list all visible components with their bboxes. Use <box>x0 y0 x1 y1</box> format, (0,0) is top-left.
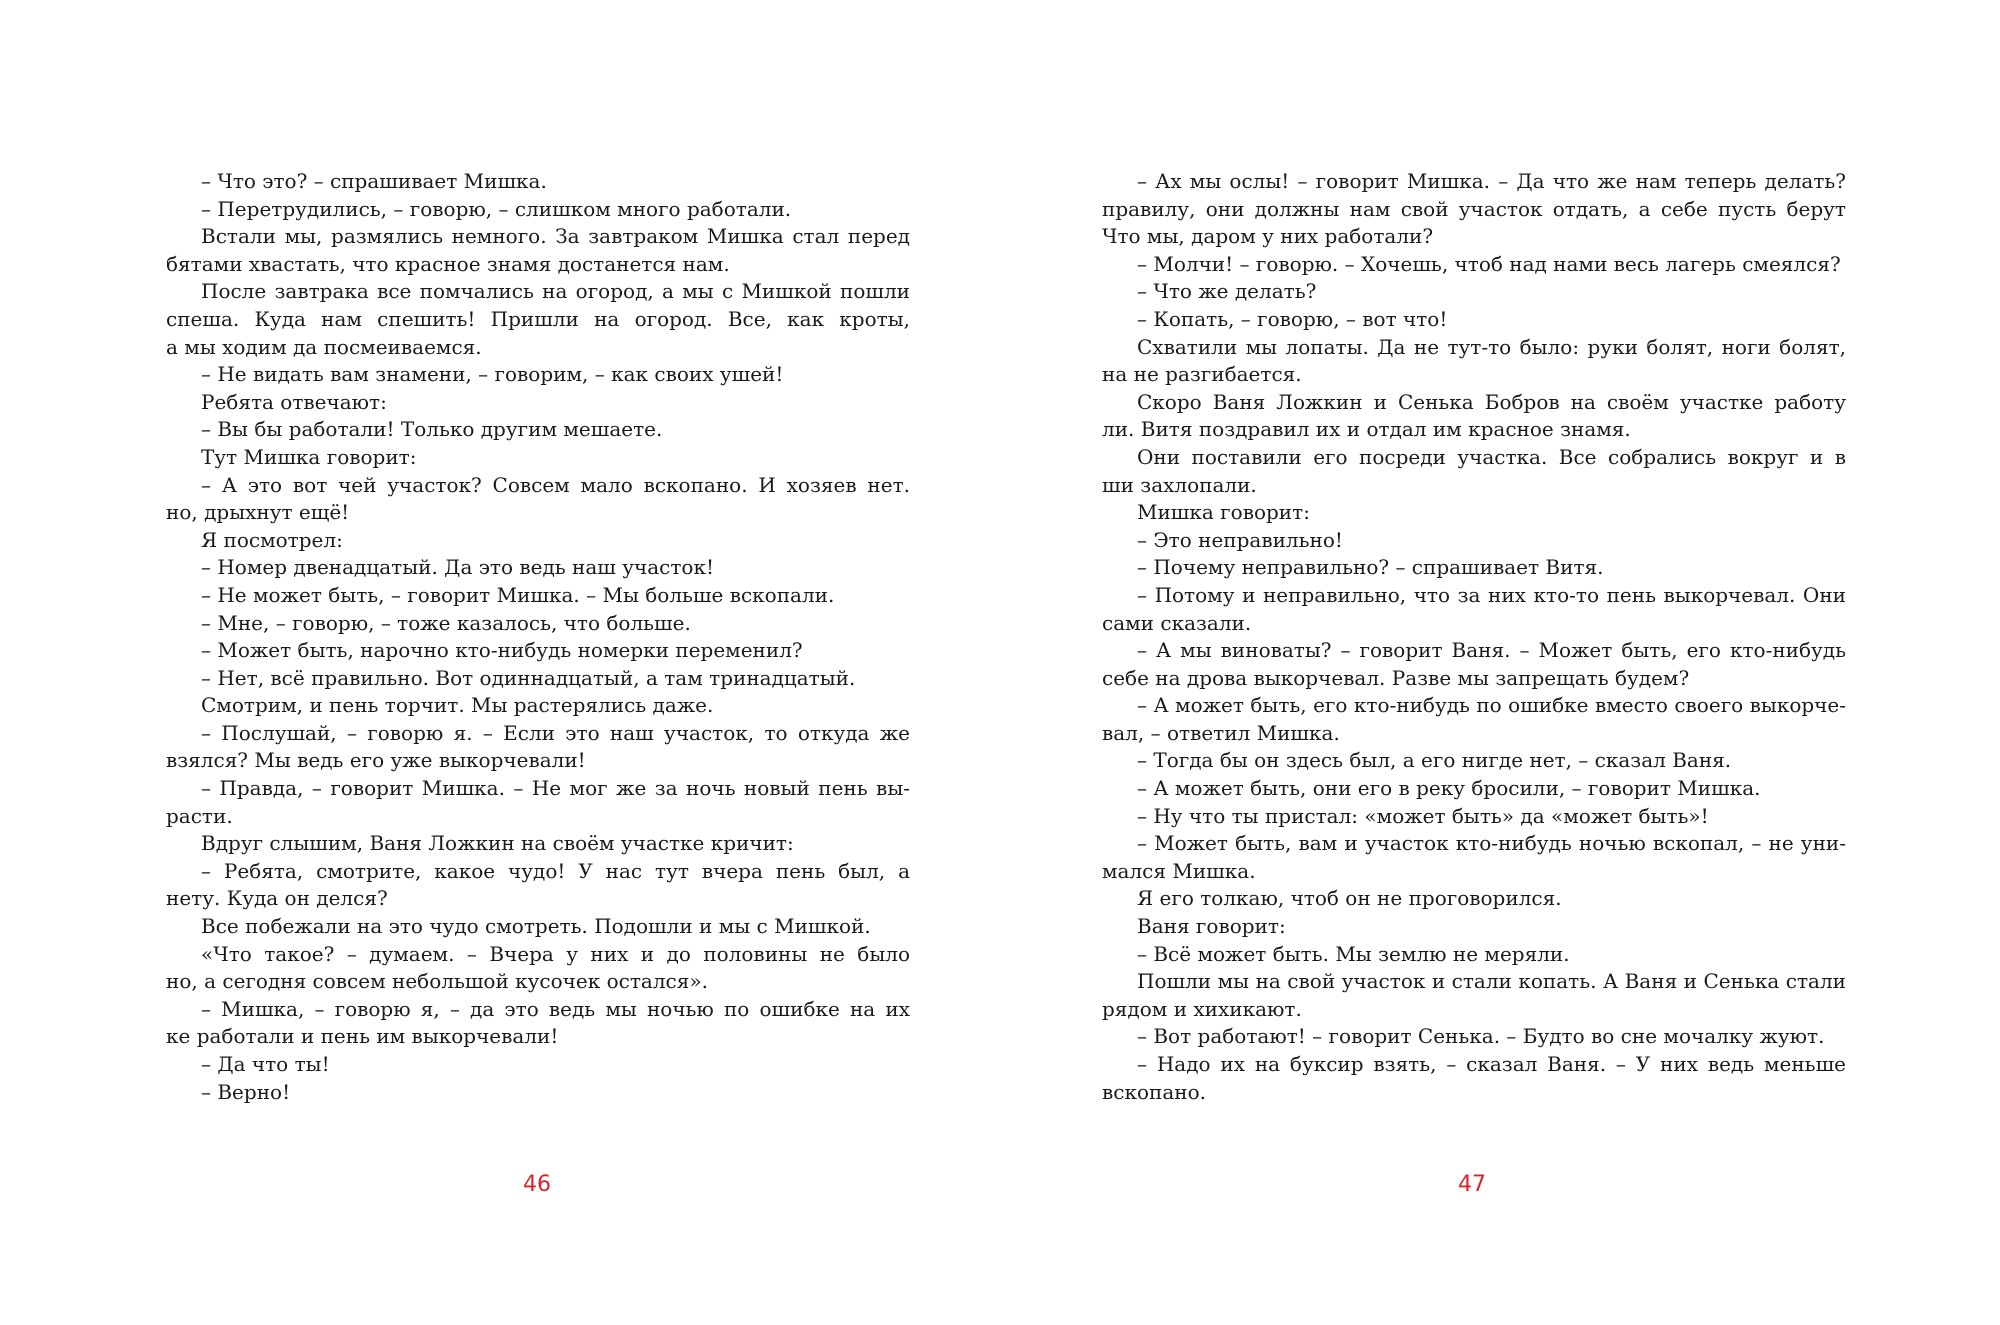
right-page-text <box>1102 168 1846 1106</box>
text-line: Мишка говорит: <box>1137 500 1310 525</box>
text-line: но, дрыхнут ещё! <box>166 500 350 525</box>
text-line: – Может быть, нарочно кто-нибудь номерки переменил? <box>201 638 803 663</box>
text-line: взялся? Мы ведь его уже выкорчевали! <box>166 748 586 773</box>
text-line: – Да что ты! <box>201 1052 330 1076</box>
text-line: – Потому и неправильно, что за них кто-то пень выкорчевал. Они <box>1137 582 1846 607</box>
left-page-text <box>166 168 910 1106</box>
right-page <box>1000 0 2000 1325</box>
text-line: – А может быть, его кто-нибудь по ошибке вместо своего выкорче- <box>1137 693 1846 718</box>
text-line: – А это вот чей участок? Совсем мало вскопано. И хозяев нет. <box>201 472 910 497</box>
text-line: – Перетрудились, – говорю, – слишком много работали. <box>201 196 792 221</box>
text-line: – Вы бы работали! Только другим мешаете. <box>201 417 663 442</box>
text-line: Что мы, даром у них работали? <box>1102 224 1434 249</box>
text-line: – Копать, – говорю, – вот что! <box>1137 306 1448 331</box>
text-line: После завтрака все помчались на огород, а мы с Мишкой пошли <box>201 279 910 304</box>
text-line: сами сказали. <box>1102 610 1252 635</box>
left-page-number: 46 <box>523 1172 551 1197</box>
text-line: – Номер двенадцатый. Да это ведь наш участок! <box>201 555 715 580</box>
text-line: – Что это? – спрашивает Мишка. <box>201 169 547 193</box>
text-line: – Ах мы ослы! – говорит Мишка. – Да что же нам теперь делать? <box>1137 169 1846 193</box>
right-page-number: 47 <box>1458 1172 1486 1197</box>
text-line: Встали мы, размялись немного. За завтраком Мишка стал перед <box>201 224 910 249</box>
text-line: – Послушай, – говорю я. – Если это наш участок, то откуда же <box>201 720 910 745</box>
text-line: – Мне, – говорю, – тоже казалось, что больше. <box>201 610 691 635</box>
text-line: расти. <box>166 803 233 828</box>
text-line: – Надо их на буксир взять, – сказал Ваня. – У них ведь меньше <box>1137 1052 1846 1076</box>
text-line: – Тогда бы он здесь был, а его нигде нет, – сказал Ваня. <box>1137 748 1732 773</box>
text-line: – Молчи! – говорю. – Хочешь, чтоб над нами весь лагерь смеялся? <box>1137 251 1841 276</box>
text-line: – А может быть, они его в реку бросили, – говорит Мишка. <box>1137 776 1761 801</box>
text-line: – Не может быть, – говорит Мишка. – Мы больше вскопали. <box>201 582 835 607</box>
text-line: Ваня говорит: <box>1137 914 1286 939</box>
text-line: Пошли мы на свой участок и стали копать. А Ваня и Сенька стали <box>1137 969 1846 994</box>
text-line: – Всё может быть. Мы землю не меряли. <box>1137 941 1570 966</box>
text-line: мался Мишка. <box>1102 858 1256 883</box>
text-line: – Не видать вам знамени, – говорим, – как своих ушей! <box>201 362 784 387</box>
text-line: – Нет, всё правильно. Вот одиннадцатый, а там тринадцатый. <box>201 665 856 690</box>
text-line: – Правда, – говорит Мишка. – Не мог же за ночь новый пень вы- <box>201 776 910 801</box>
text-line: «Что такое? – думаем. – Вчера у них и до половины не было <box>201 941 910 966</box>
text-line: – Что же делать? <box>1137 279 1317 304</box>
text-line: вал, – ответил Мишка. <box>1102 720 1340 745</box>
text-line: Все побежали на это чудо смотреть. Подошли и мы с Мишкой. <box>201 914 871 939</box>
text-line: Тут Мишка говорит: <box>201 444 417 469</box>
text-line: ли. Витя поздравил их и отдал им красное знамя. <box>1102 417 1631 442</box>
text-line: ке работали и пень им выкорчевали! <box>166 1024 559 1049</box>
text-line: но, а сегодня совсем небольшой кусочек остался». <box>166 969 708 994</box>
text-line: – Почему неправильно? – спрашивает Витя. <box>1137 555 1604 580</box>
text-line: – Может быть, вам и участок кто-нибудь ночью вскопал, – не уни- <box>1137 831 1846 856</box>
text-line: ши захлопали. <box>1102 472 1257 497</box>
text-line: – Это неправильно! <box>1137 527 1343 552</box>
text-line: Я его толкаю, чтоб он не проговорился. <box>1137 886 1562 911</box>
text-line: – Ребята, смотрите, какое чудо! У нас тут вчера пень был, а <box>201 858 910 883</box>
text-line: себе на дрова выкорчевал. Разве мы запрещать будем? <box>1102 665 1690 690</box>
text-line: – Вот работают! – говорит Сенька. – Будто во сне мочалку жуют. <box>1137 1024 1825 1049</box>
text-line: правилу, они должны нам свой участок отдать, а себе пусть берут <box>1102 196 1846 221</box>
text-line: бятами хвастать, что красное знамя достанется нам. <box>166 251 730 276</box>
text-line: Смотрим, и пень торчит. Мы растерялись даже. <box>201 693 714 718</box>
text-line: – Верно! <box>201 1079 291 1104</box>
text-line: Ребята отвечают: <box>201 389 387 414</box>
text-line: Скоро Ваня Ложкин и Сенька Бобров на своём участке работу <box>1137 389 1846 414</box>
text-line: нету. Куда он делся? <box>166 886 388 911</box>
text-line: – А мы виноваты? – говорит Ваня. – Может быть, его кто-нибудь <box>1137 638 1846 663</box>
text-line: на не разгибается. <box>1102 362 1302 387</box>
text-line: – Мишка, – говорю я, – да это ведь мы ночью по ошибке на их <box>201 996 910 1021</box>
text-line: а мы ходим да посмеиваемся. <box>166 334 482 359</box>
text-line: Вдруг слышим, Ваня Ложкин на своём участке кричит: <box>201 831 794 856</box>
text-line: вскопано. <box>1102 1079 1206 1104</box>
text-line: – Ну что ты пристал: «может быть» да «может быть»! <box>1137 803 1709 828</box>
text-line: рядом и хихикают. <box>1102 996 1302 1021</box>
text-line: Я посмотрел: <box>201 527 343 552</box>
text-line: Схватили мы лопаты. Да не тут-то было: руки болят, ноги болят, <box>1137 334 1846 359</box>
text-line: Они поставили его посреди участка. Все собрались вокруг и в <box>1137 444 1846 469</box>
text-line: спеша. Куда нам спешить! Пришли на огород. Все, как кроты, <box>166 306 910 331</box>
